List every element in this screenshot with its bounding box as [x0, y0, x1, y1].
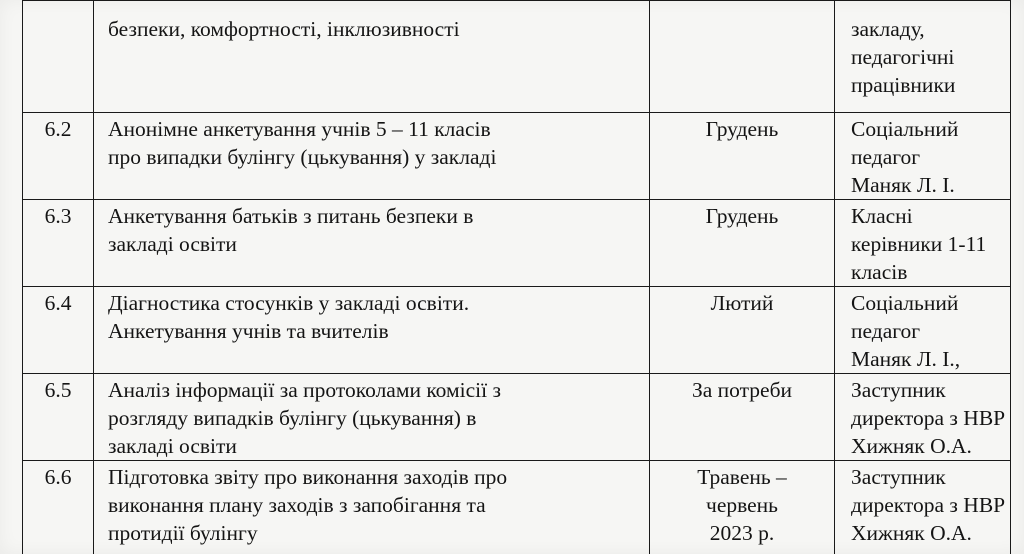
- responsible-cell: [835, 200, 1011, 287]
- activity-text-line: закладі освіти: [108, 434, 237, 458]
- term-text-line: Лютий: [710, 291, 774, 315]
- activity-text-line: виконання плану заходів з запобігання та: [108, 493, 486, 517]
- table-row: [23, 461, 1011, 554]
- responsible-text-line: Маняк Л. І.,: [851, 347, 961, 371]
- table-row: [23, 113, 1011, 200]
- activity-text-line: розгляду випадків булінгу (цькування) в: [108, 406, 477, 430]
- term-text-line: Грудень: [705, 117, 779, 141]
- table-row: [23, 1, 1011, 113]
- measures-table: [22, 0, 1011, 554]
- activity-text-line: Анкетування учнів та вчителів: [108, 319, 389, 343]
- item-number-cell: [23, 1, 94, 113]
- item-number: 6.2: [44, 117, 72, 141]
- item-number-cell: [23, 287, 94, 374]
- responsible-cell: [835, 374, 1011, 461]
- term-text-line: 2023 р.: [709, 521, 775, 545]
- responsible-text-line: Хижняк О.А.: [851, 434, 972, 458]
- activity-text-line: безпеки, комфортності, інклюзивності: [108, 17, 460, 41]
- responsible-cell: [835, 461, 1011, 554]
- activity-text-line: Анкетування батьків з питань безпеки в: [108, 204, 474, 228]
- item-number: 6.5: [44, 378, 72, 402]
- responsible-text-line: класів: [851, 260, 908, 284]
- term-text-line: Грудень: [705, 204, 779, 228]
- responsible-text-line: Соціальний: [851, 291, 959, 315]
- term-cell: [650, 461, 835, 554]
- responsible-text-line: Класні: [851, 204, 913, 228]
- activity-cell: [94, 287, 650, 374]
- responsible-text-line: Заступник: [851, 465, 946, 489]
- table-row: [23, 287, 1011, 374]
- table-row: [23, 374, 1011, 461]
- activity-text-line: протидії булінгу: [108, 521, 258, 545]
- responsible-text-line: Хижняк О.А.: [851, 521, 972, 545]
- activity-text-line: Анонімне анкетування учнів 5 – 11 класів: [108, 117, 491, 141]
- responsible-text-line: педагог: [851, 145, 921, 169]
- item-number: 6.3: [44, 204, 72, 228]
- term-cell: [650, 374, 835, 461]
- activity-text-line: про випадки булінгу (цькування) у закладі: [108, 145, 497, 169]
- responsible-text-line: директора з НВР: [851, 493, 1006, 517]
- table-row: [23, 200, 1011, 287]
- responsible-text-line: Маняк Л. І.: [851, 173, 955, 197]
- responsible-text-line: Соціальний: [851, 117, 959, 141]
- term-cell: [650, 200, 835, 287]
- item-number-cell: [23, 200, 94, 287]
- term-cell: [650, 287, 835, 374]
- responsible-cell: [835, 113, 1011, 200]
- term-text-line: Травень –: [697, 465, 787, 489]
- responsible-cell: [835, 1, 1011, 113]
- item-number-cell: [23, 461, 94, 554]
- responsible-text-line: закладу,: [851, 17, 925, 41]
- responsible-text-line: Заступник: [851, 378, 946, 402]
- activity-text-line: закладі освіти: [108, 232, 237, 256]
- term-cell: [650, 113, 835, 200]
- term-text-line: червень: [706, 493, 778, 517]
- item-number-cell: [23, 113, 94, 200]
- activity-cell: [94, 1, 650, 113]
- item-number-cell: [23, 374, 94, 461]
- activity-text-line: Підготовка звіту про виконання заходів про: [108, 465, 508, 489]
- term-cell: [650, 1, 835, 113]
- item-number: 6.6: [44, 465, 72, 489]
- item-number: 6.4: [44, 291, 72, 315]
- measures-table-body: [23, 1, 1011, 554]
- activity-cell: [94, 113, 650, 200]
- responsible-text-line: працівники: [851, 73, 956, 97]
- responsible-text-line: педагог: [851, 319, 921, 343]
- responsible-text-line: директора з НВР: [851, 406, 1006, 430]
- responsible-cell: [835, 287, 1011, 374]
- activity-cell: [94, 374, 650, 461]
- responsible-text-line: керівники 1-11: [851, 232, 987, 256]
- activity-cell: [94, 461, 650, 554]
- activity-text-line: Діагностика стосунків у закладі освіти.: [108, 291, 470, 315]
- responsible-text-line: педагогічні: [851, 45, 955, 69]
- activity-text-line: Аналіз інформації за протоколами комісії з: [108, 378, 501, 402]
- activity-cell: [94, 200, 650, 287]
- term-text-line: За потреби: [691, 378, 793, 402]
